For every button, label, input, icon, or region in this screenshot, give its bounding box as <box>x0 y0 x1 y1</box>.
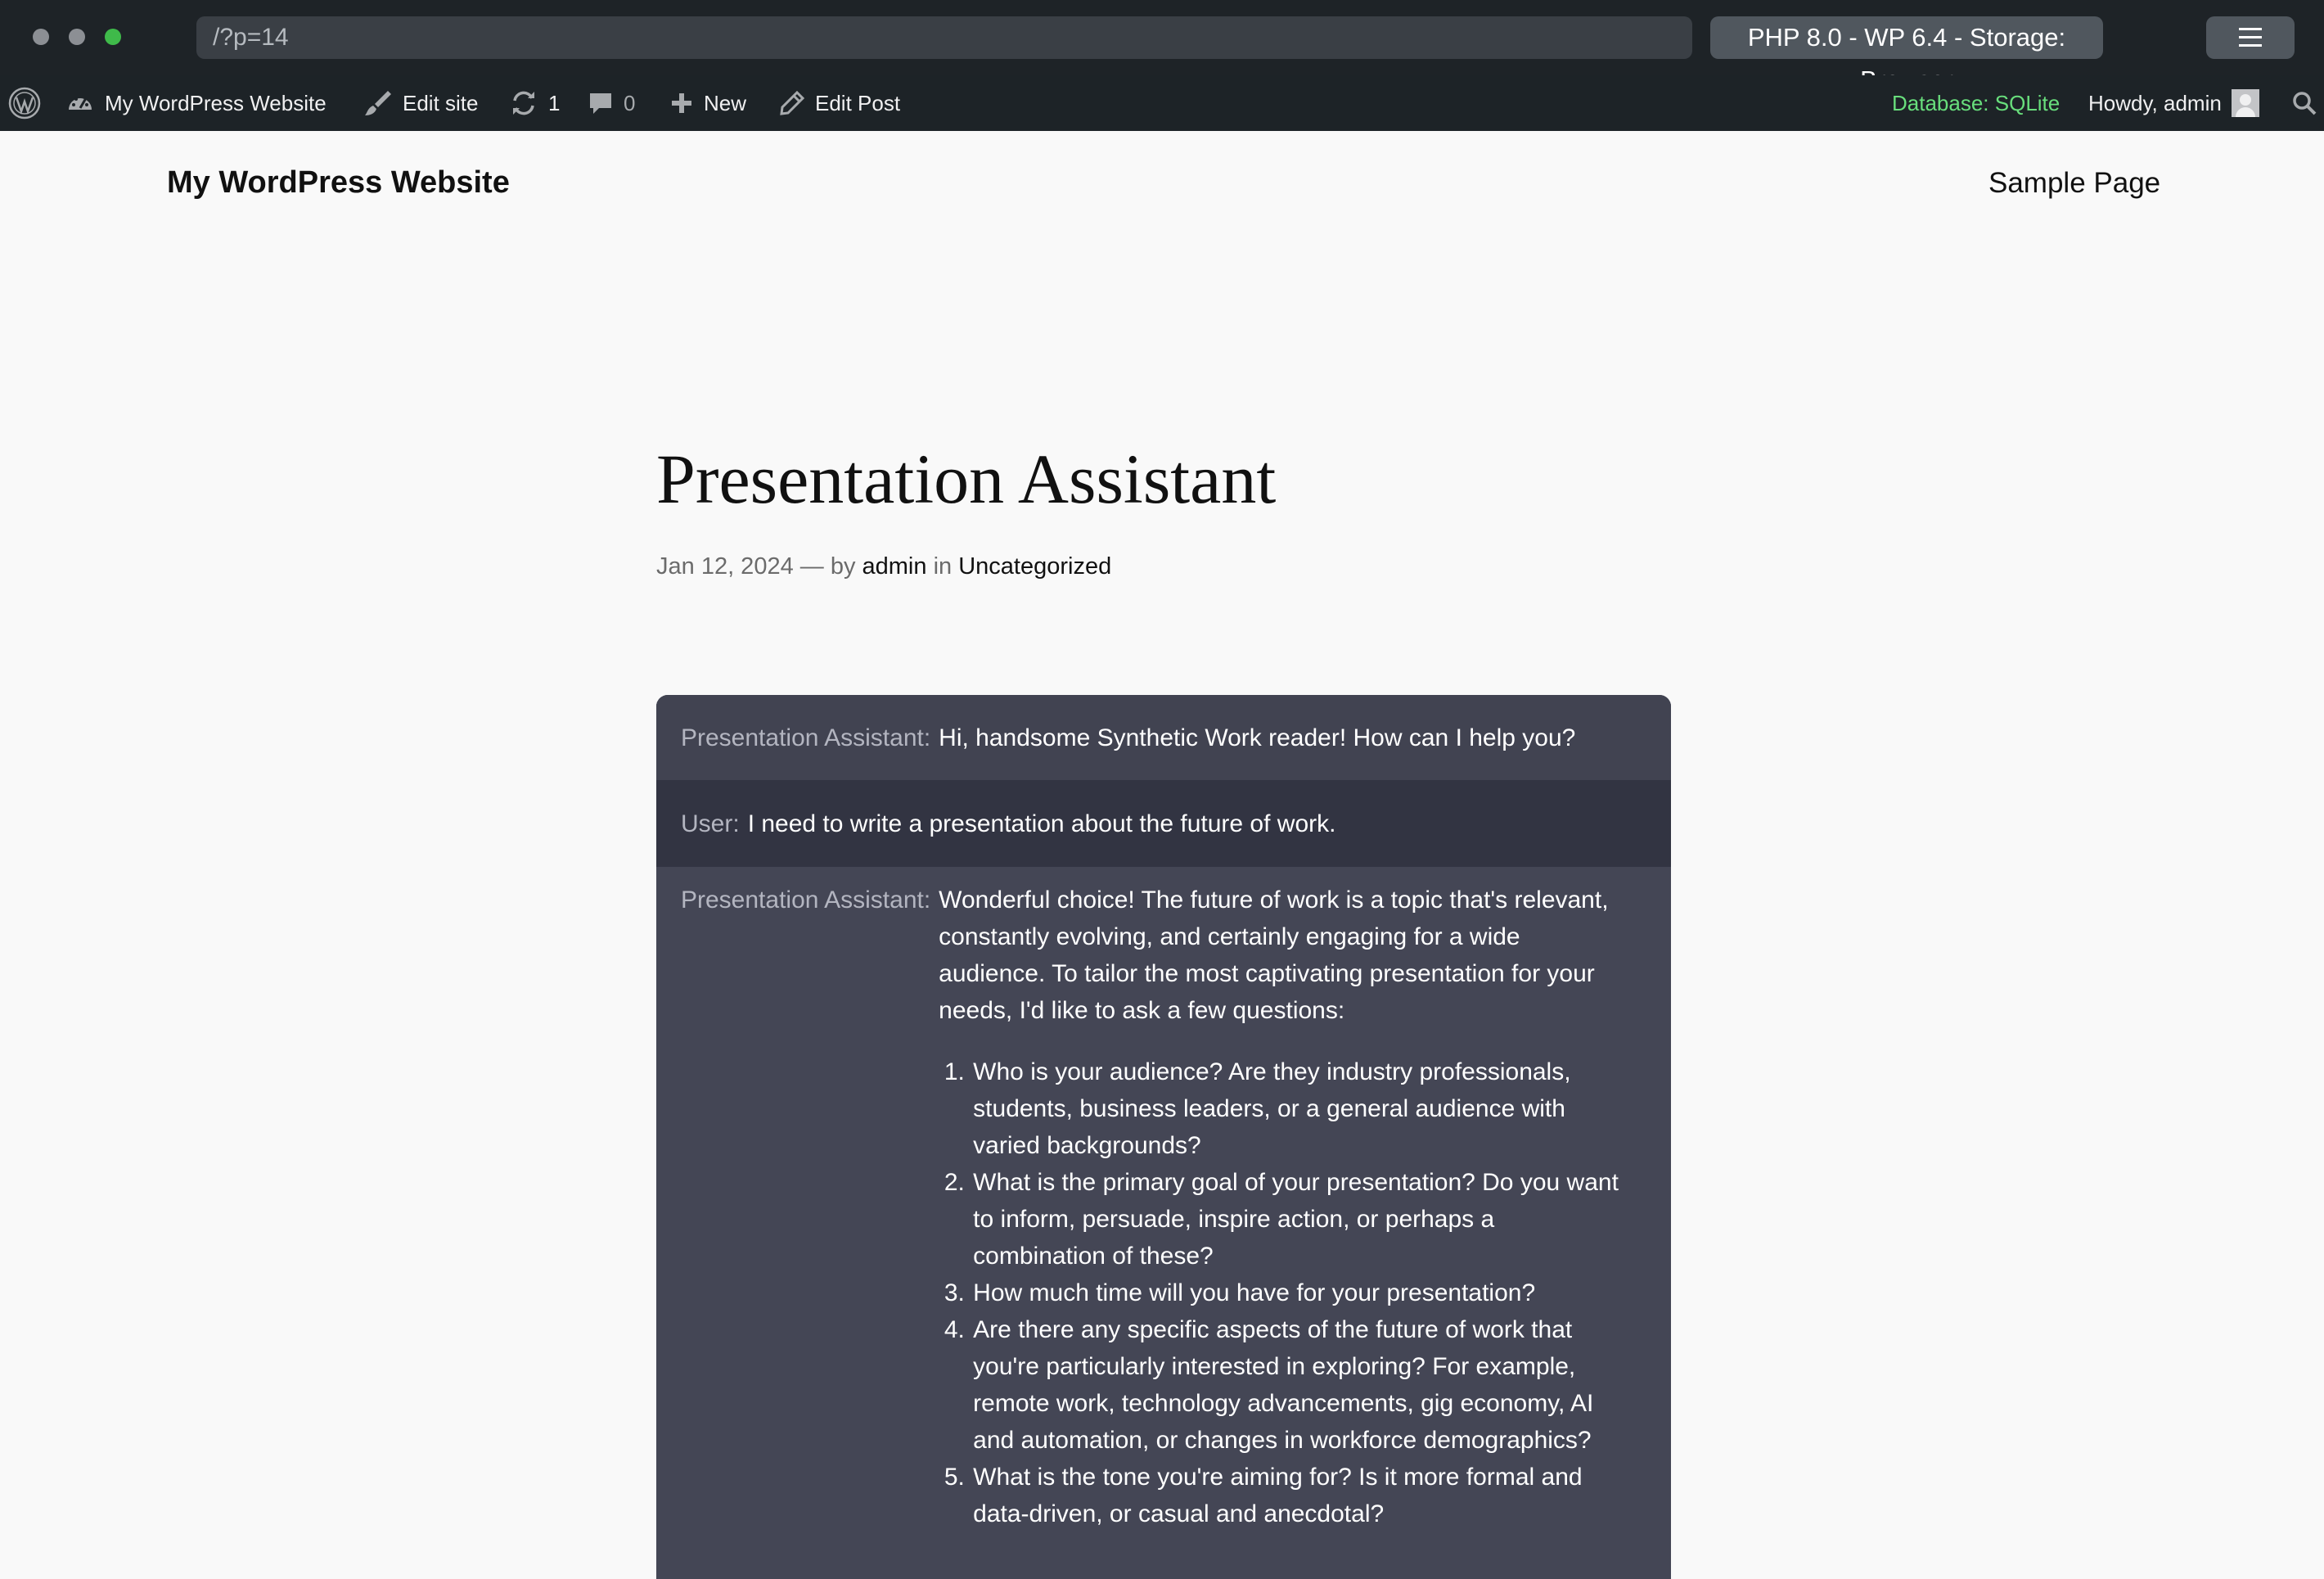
plus-icon <box>669 91 694 115</box>
chat-speaker: Presentation Assistant: <box>681 886 931 914</box>
database-label: Database: SQLite <box>1892 90 2061 115</box>
updates-count: 1 <box>548 90 561 115</box>
chat-text: Wonderful choice! The future of work is a topic that's relevant, constantly evolving, and certainly engaging for a wide audience. To tailor the most captivating presentation for your needs, I'd like to ask a few questions: <box>939 886 1609 1024</box>
edit-post-link[interactable] <box>779 75 900 131</box>
site-name-menu[interactable] <box>65 75 327 131</box>
wordpress-logo-icon <box>8 87 41 120</box>
hamburger-menu-button[interactable] <box>2206 16 2295 59</box>
chat-body <box>939 882 1624 1579</box>
wp-logo-menu[interactable] <box>8 75 41 131</box>
list-item: 4. Are there any specific aspects of the future of work that you're particularly interested in exploring? For example, remote work, technology advancements, gig economy, AI and automation, or changes in workforce demographics? <box>971 1311 1624 1459</box>
comments-count: 0 <box>624 90 636 115</box>
list-item: 2. What is the primary goal of your presentation? Do you want to inform, persuade, inspire action, or perhaps a combination of these? <box>971 1164 1624 1274</box>
admin-bar-search[interactable] <box>2291 75 2317 131</box>
dashboard-icon <box>65 88 95 118</box>
comments-link[interactable] <box>588 75 635 131</box>
browser-toolbar <box>0 0 2324 75</box>
environment-button[interactable]: PHP 8.0 - WP 6.4 - Storage: <box>1710 16 2103 59</box>
post-in-label: in <box>933 553 953 580</box>
wp-admin-bar <box>0 75 2324 131</box>
post-category[interactable]: Uncategorized <box>958 553 1112 580</box>
post-by-label: — by <box>799 553 856 580</box>
nav-sample-page[interactable]: Sample Page <box>1988 167 2161 199</box>
database-indicator <box>1892 75 2060 131</box>
new-content-menu[interactable] <box>669 75 746 131</box>
updates-icon <box>509 88 538 118</box>
pencil-icon <box>779 90 805 116</box>
chat-message <box>656 695 1671 780</box>
my-account-menu[interactable] <box>2088 75 2259 131</box>
edit-post-label: Edit Post <box>815 90 901 115</box>
chat-text: I need to write a presentation about the future of work. <box>747 810 1336 837</box>
avatar <box>2232 89 2259 117</box>
brush-icon <box>363 88 393 118</box>
chat-speaker: User: <box>681 810 740 837</box>
url-bar[interactable]: /?p=14 <box>196 16 1692 59</box>
chat-transcript <box>656 695 1671 1579</box>
comment-icon <box>588 90 614 116</box>
site-title[interactable]: My WordPress Website <box>167 165 510 200</box>
chat-message <box>656 867 1671 1579</box>
chat-message <box>656 780 1671 867</box>
chat-speaker: Presentation Assistant: <box>681 724 931 751</box>
list-item: 1. Who is your audience? Are they industry professionals, students, business leaders, or a general audience with varied backgrounds? <box>971 1053 1624 1164</box>
new-label: New <box>704 90 747 115</box>
search-icon <box>2291 90 2317 116</box>
edit-site-label: Edit site <box>403 90 479 115</box>
edit-site-link[interactable] <box>363 75 479 131</box>
list-item: 5. What is the tone you're aiming for? Is it more formal and data-driven, or casual and anecdotal? <box>971 1459 1624 1532</box>
updates-link[interactable] <box>509 75 560 131</box>
post-date[interactable]: Jan 12, 2024 <box>656 553 794 580</box>
post-title: Presentation Assistant <box>656 440 1277 518</box>
chat-text: Hi, handsome Synthetic Work reader! How can I help you? <box>939 724 1576 751</box>
minimize-window-button[interactable] <box>69 29 85 45</box>
question-list <box>939 1053 1624 1532</box>
site-name-label: My WordPress Website <box>105 90 327 115</box>
post-author[interactable]: admin <box>862 553 927 580</box>
howdy-label: Howdy, admin <box>2088 90 2222 115</box>
maximize-window-button[interactable] <box>105 29 121 45</box>
close-window-button[interactable] <box>33 29 49 45</box>
post-meta <box>656 553 1111 580</box>
list-item: 3. How much time will you have for your presentation? <box>971 1274 1624 1311</box>
